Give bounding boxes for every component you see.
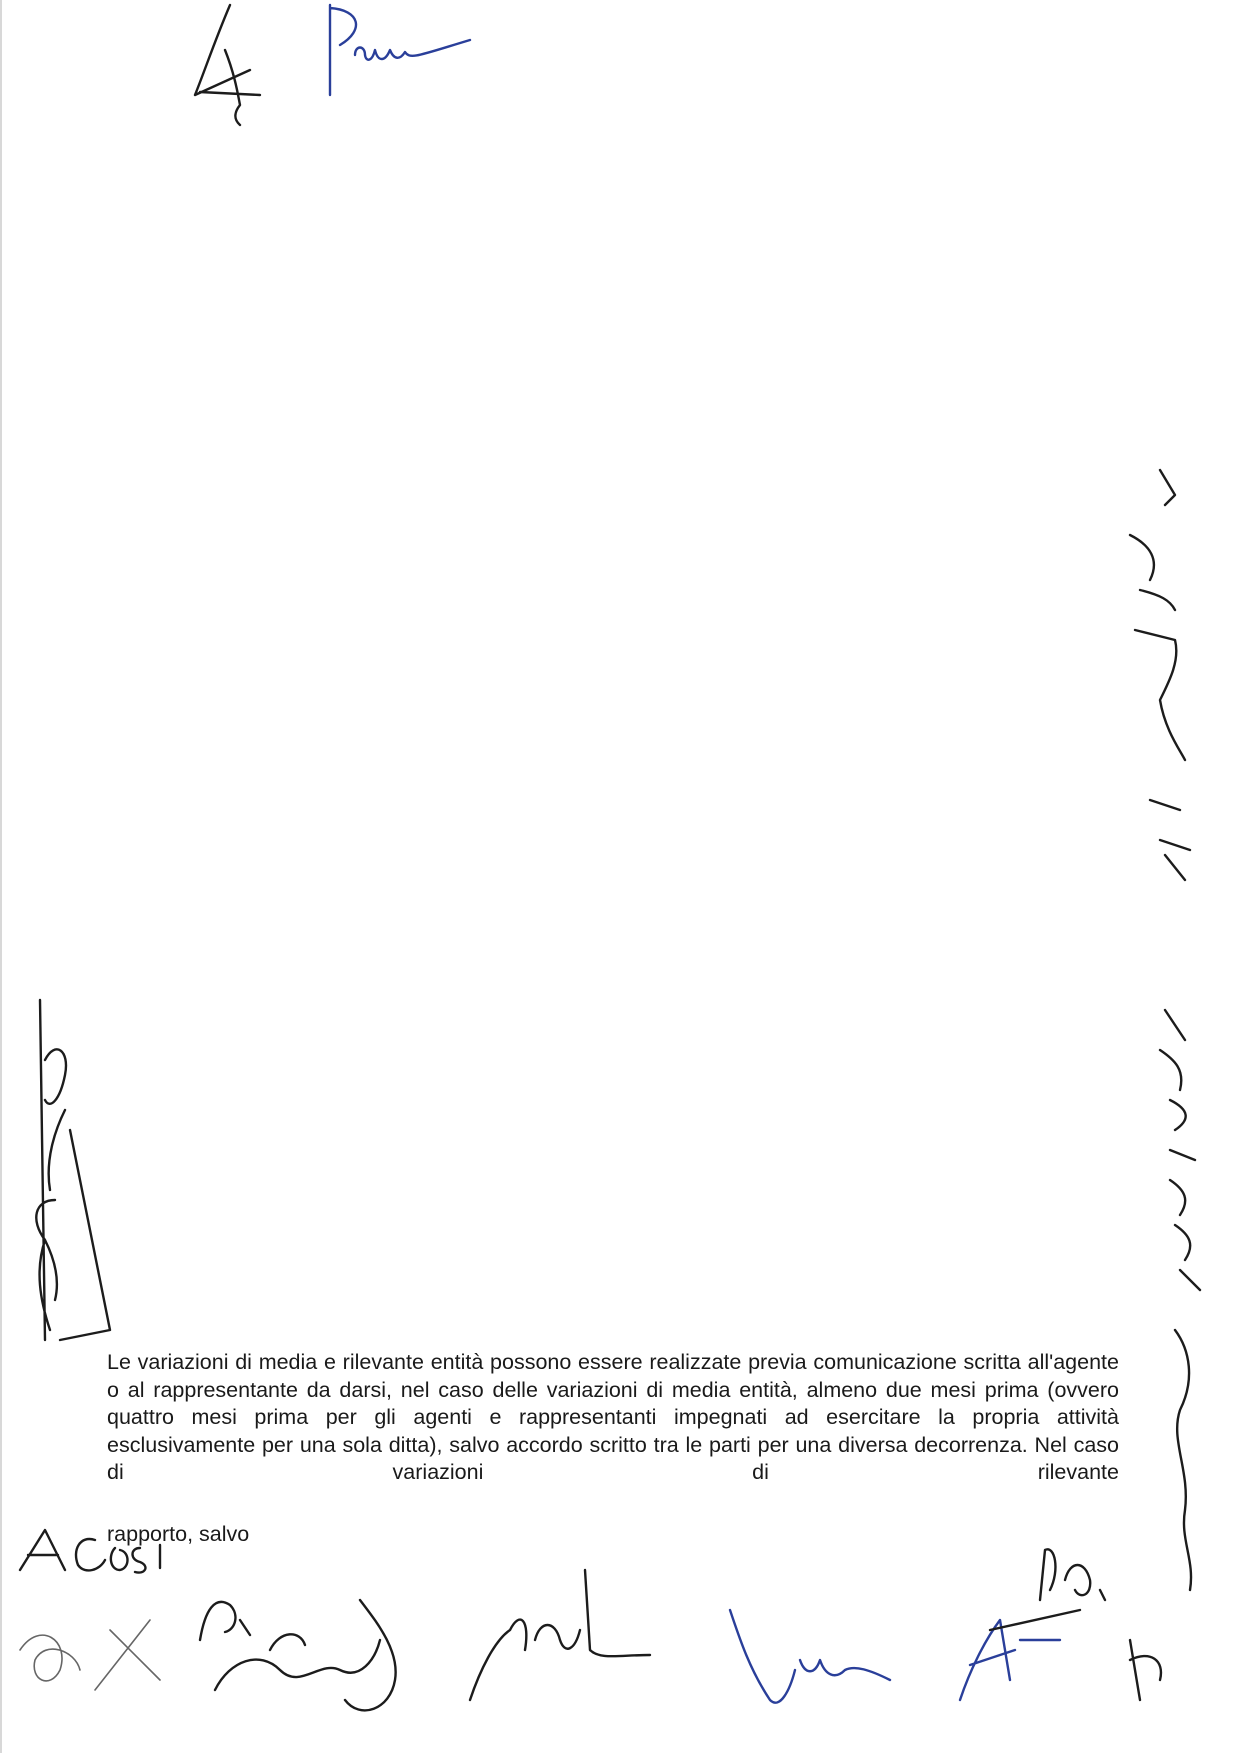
page-edge	[0, 0, 2, 1753]
signature-left-vertical	[36, 1000, 110, 1340]
signature-bottom-row-1	[200, 1600, 396, 1710]
signature-right-middle	[1160, 1010, 1200, 1290]
contract-paragraph: Le variazioni di media e rilevante entità possono essere realizzate previa comunicazione scritta all'agente o al rappresentante da darsi, nel caso delle variazioni di media entità, almeno due mesi prima (ovvero quattro mesi prima per gli agenti e rappresentanti impegnati ad esercitare la propria attività esclusivamente per una sola ditta), salvo accordo scritto tra le parti per una diversa decorrenza. Nel caso di variazioni di rilevante	[107, 1350, 1119, 1484]
signature-bottom-row-2	[470, 1570, 650, 1700]
signature-bottom-blue	[730, 1610, 1060, 1703]
signature-top-center	[330, 5, 470, 95]
signature-right-lower	[1175, 1330, 1191, 1590]
signature-top-left	[195, 5, 260, 125]
signature-bottom-right	[990, 1549, 1161, 1700]
contract-fragment: rapporto, salvo	[107, 1522, 250, 1546]
signature-right-upper	[1130, 470, 1190, 880]
signature-bottom-left-scribble	[20, 1620, 160, 1690]
